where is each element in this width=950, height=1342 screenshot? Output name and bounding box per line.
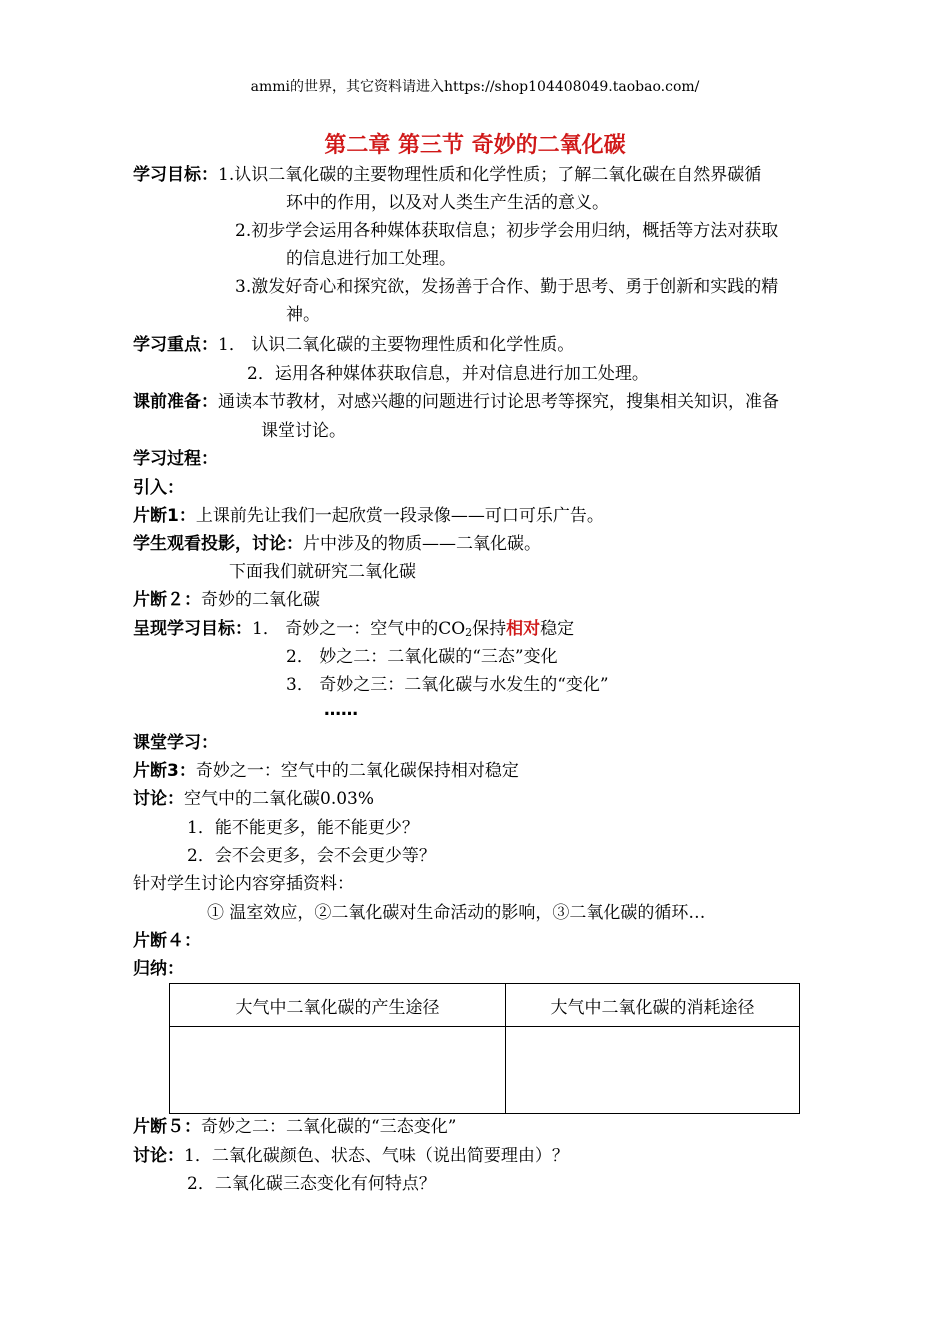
objective-3-continued: 神。: [286, 305, 320, 325]
present-item-1-pre: 1． 奇妙之一：空气中的CO: [252, 619, 466, 639]
process-label: 学习过程：: [133, 449, 218, 469]
summary-table-body-row: [170, 1027, 800, 1114]
fragment-5: [133, 1117, 456, 1137]
preparation-continued: 课堂讨论。: [261, 421, 346, 441]
discussion-2-question-1: 1．二氧化碳颜色、状态、气味（说出简要理由）？: [184, 1146, 569, 1166]
watch-text: 片中涉及的物质——二氧化碳。: [303, 534, 541, 554]
objective-2-continued: 的信息进行加工处理。: [286, 249, 456, 269]
summary-cell-production: [170, 1027, 506, 1114]
fragment-3-label: 片断3：: [133, 761, 196, 781]
materials-list: ① 温室效应，②二氧化碳对生命活动的影响，③二氧化碳的循环…: [207, 903, 706, 923]
objective-1-text: 1.认识二氧化碳的主要物理性质和化学性质；了解二氧化碳在自然界碳循: [218, 165, 762, 185]
class-study-label: 课堂学习：: [133, 733, 218, 753]
discussion-1-question-1: 1．能不能更多，能不能更少？: [187, 818, 419, 838]
preparation-line-1: [133, 392, 779, 412]
objective-3-text: 3.激发好奇心和探究欲，发扬善于合作、勤于思考、勇于创新和实践的精: [235, 277, 779, 297]
present-label: 呈现学习目标：: [133, 619, 252, 639]
fragment-1-label: 片断1：: [133, 506, 196, 526]
summary-table-header-row: [170, 984, 800, 1027]
summary-header-production: 大气中二氧化碳的产生途径: [170, 984, 506, 1027]
page-title: 第二章 第三节 奇妙的二氧化碳: [324, 133, 626, 158]
study-line: 下面我们就研究二氧化碳: [229, 562, 416, 582]
fragment-2: [133, 590, 320, 610]
objective-1-continued: 环中的作用，以及对人类生产生活的意义。: [286, 193, 609, 213]
materials-intro: 针对学生讨论内容穿插资料：: [133, 874, 354, 894]
present-item-2: 2． 妙之二：二氧化碳的“三态”变化: [286, 647, 558, 667]
present-item-3: 3． 奇妙之三：二氧化碳与水发生的“变化”: [286, 675, 609, 695]
summary-table: [169, 983, 800, 1114]
present-objectives-line-1: [133, 619, 574, 639]
fragment-5-label: 片断５：: [133, 1117, 201, 1137]
fragment-1: [133, 506, 604, 526]
intro-label: 引入：: [133, 478, 184, 498]
present-ellipsis: ……: [324, 700, 358, 720]
key-point-1: 1． 认识二氧化碳的主要物理性质和化学性质。: [218, 335, 575, 355]
summary-header-consumption: 大气中二氧化碳的消耗途径: [506, 984, 800, 1027]
present-item-1-mid: 保持: [472, 619, 507, 639]
summary-label: 归纳：: [133, 959, 184, 979]
fragment-2-text: 奇妙的二氧化碳: [201, 590, 320, 610]
fragment-5-text: 奇妙之二：二氧化碳的“三态变化”: [201, 1117, 457, 1137]
discussion-1-label: 讨论：: [133, 789, 184, 809]
discussion-1-text: 空气中的二氧化碳0.03%: [184, 789, 375, 809]
preparation-text: 通读本节教材，对感兴趣的问题进行讨论思考等探究，搜集相关知识，准备: [218, 392, 779, 412]
key-point-2: 2．运用各种媒体获取信息，并对信息进行加工处理。: [247, 364, 649, 384]
fragment-3: [133, 761, 519, 781]
discussion-2-label: 讨论：: [133, 1146, 184, 1166]
discussion-1: [133, 789, 374, 809]
fragment-3-text: 奇妙之一：空气中的二氧化碳保持相对稳定: [195, 761, 519, 781]
page-header: ammi的世界，其它资料请进入https://shop104408049.taobao.com/: [250, 79, 700, 95]
present-item-1-post: 稳定: [540, 619, 575, 639]
objectives-label: 学习目标：: [133, 165, 218, 185]
objective-2-text: 2.初步学会运用各种媒体获取信息；初步学会用归纳，概括等方法对获取: [235, 221, 779, 241]
discussion-1-question-2: 2．会不会更多，会不会更少等？: [187, 846, 436, 866]
discussion-2: [133, 1146, 569, 1166]
watch-discussion: [133, 534, 541, 554]
watch-label: 学生观看投影，讨论：: [133, 534, 303, 554]
discussion-2-question-2: 2．二氧化碳三态变化有何特点？: [187, 1174, 436, 1194]
fragment-2-label: 片断２：: [133, 590, 201, 610]
co2-subscript: 2: [465, 626, 473, 639]
highlight-relative: 相对: [506, 619, 541, 639]
objectives-line-1: [133, 165, 761, 185]
key-points-label: 学习重点：: [133, 335, 218, 355]
key-points-line-1: [133, 335, 574, 355]
summary-cell-consumption: [506, 1027, 800, 1114]
preparation-label: 课前准备：: [133, 392, 218, 412]
fragment-1-text: 上课前先让我们一起欣赏一段录像——可口可乐广告。: [195, 506, 604, 526]
fragment-4-label: 片断４：: [133, 931, 201, 951]
